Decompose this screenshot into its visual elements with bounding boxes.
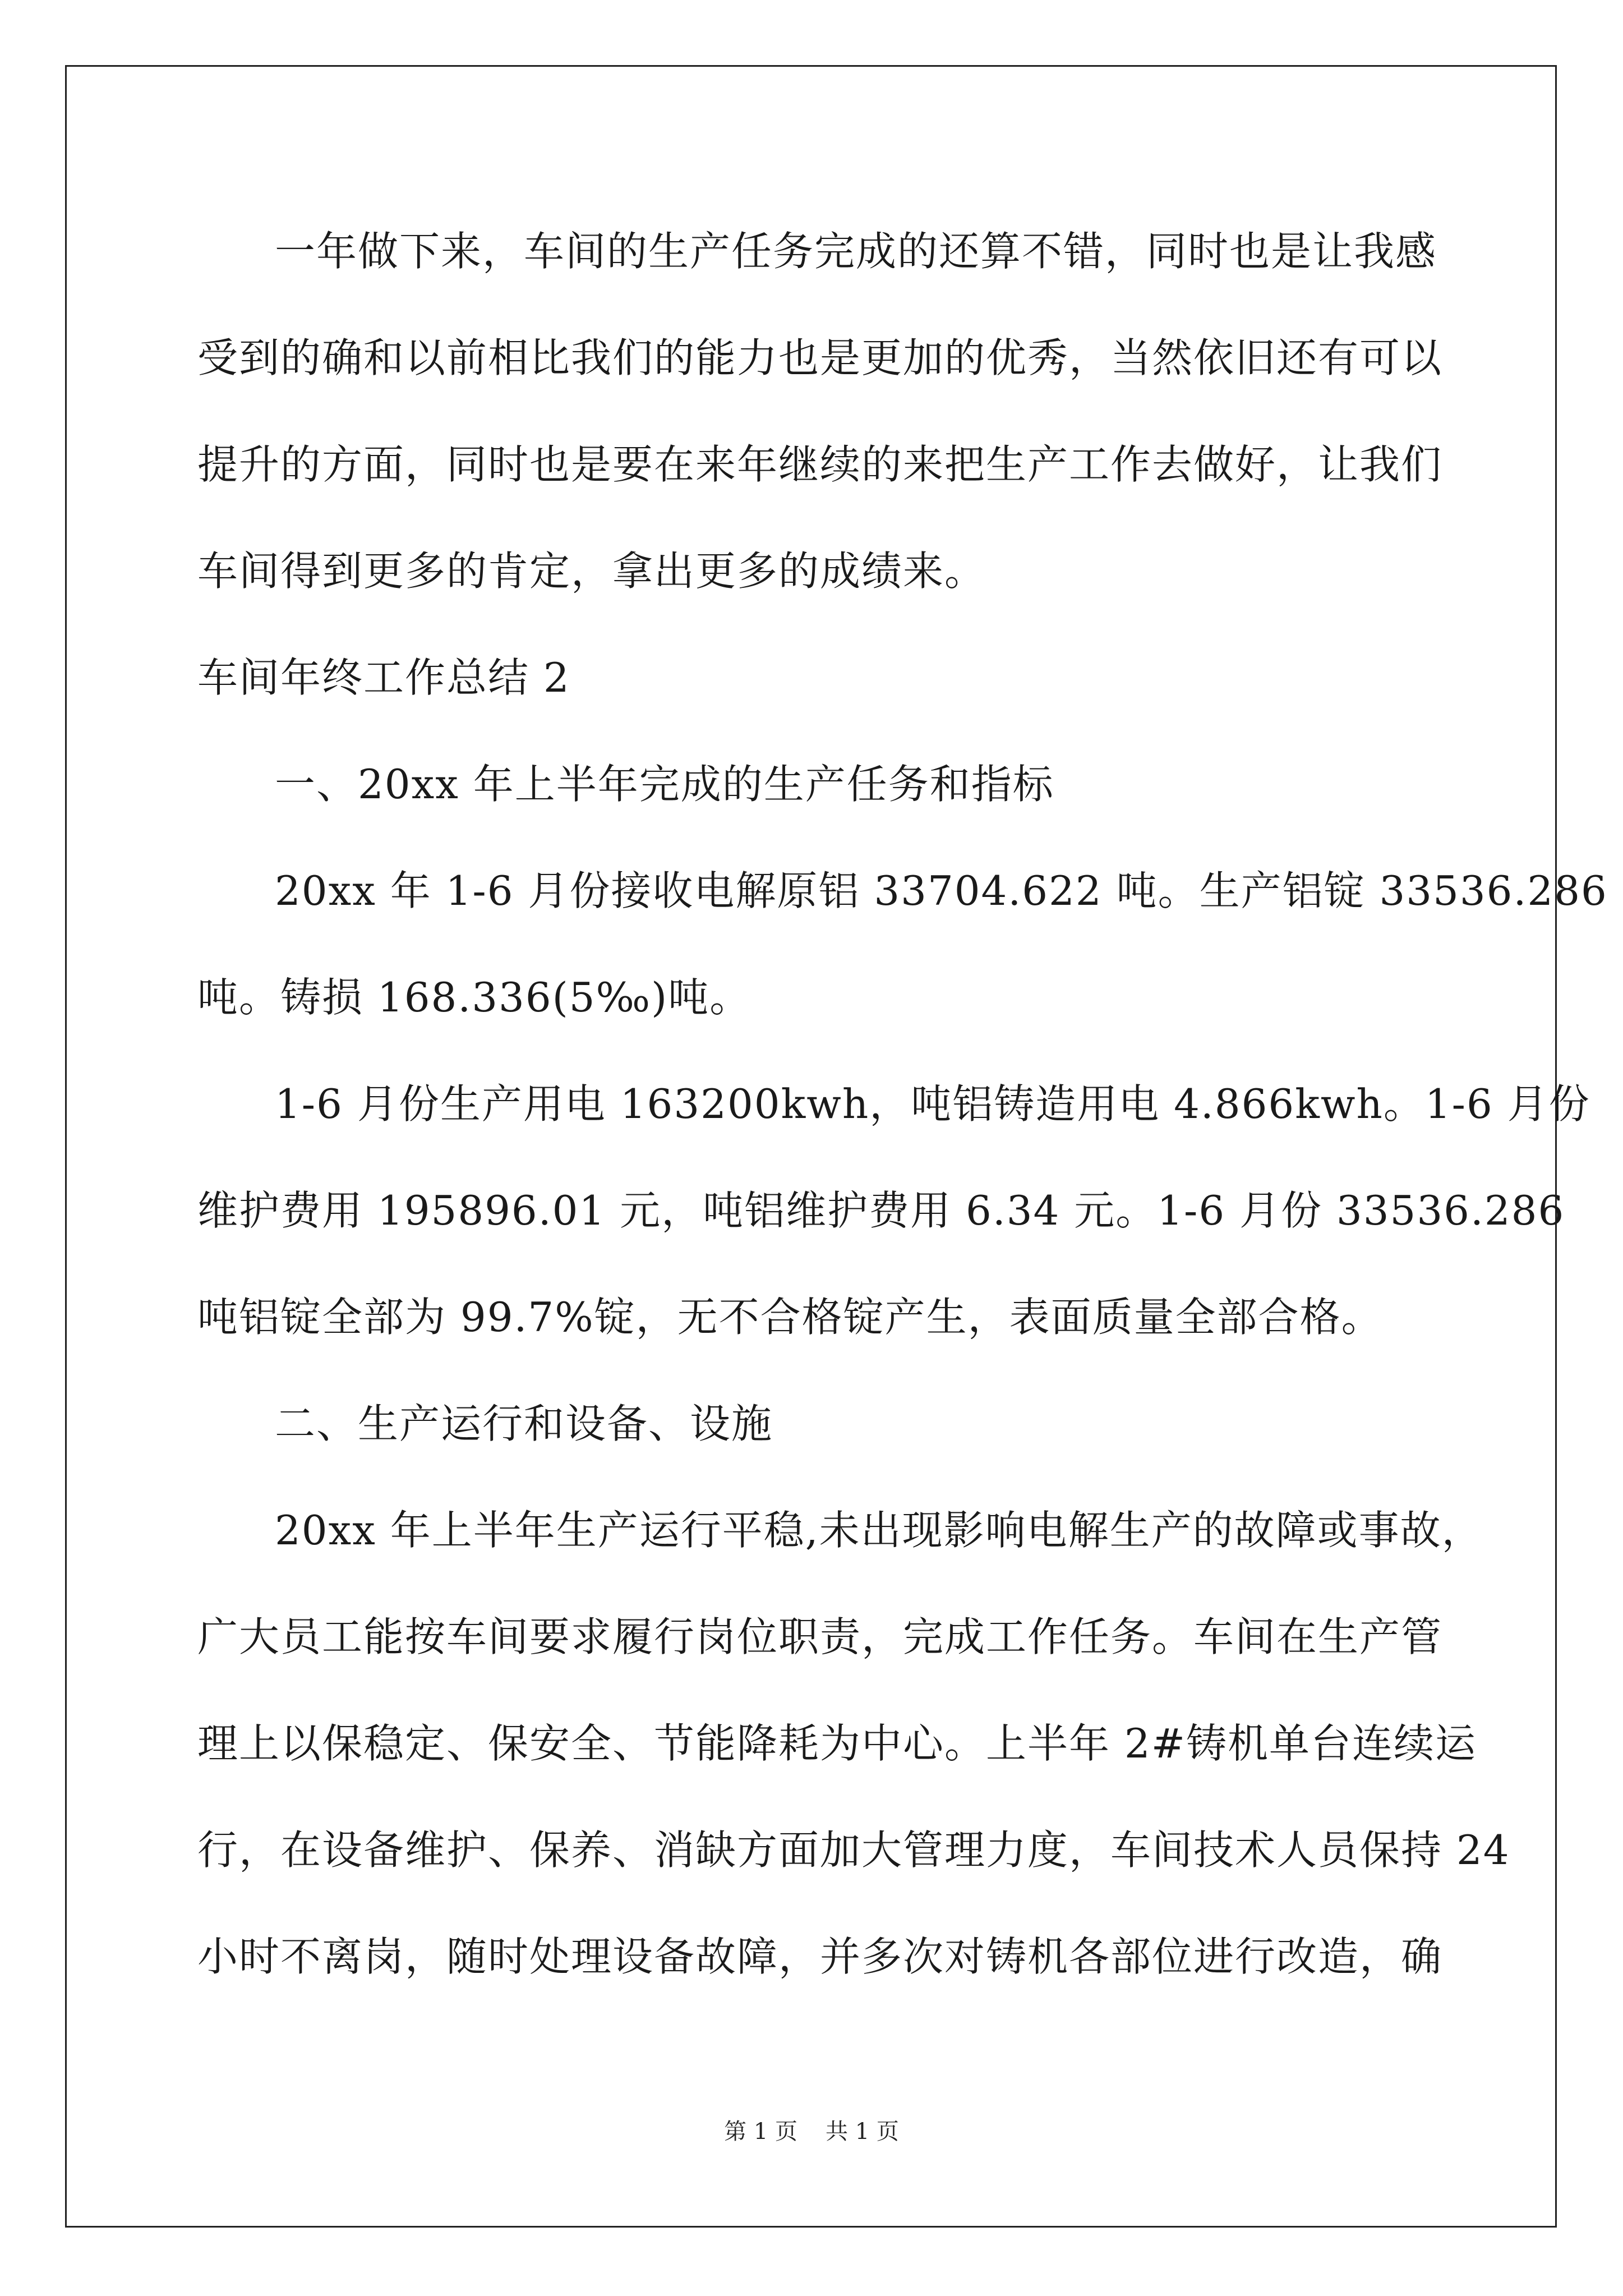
paragraph-line: 吨铝锭全部为 99.7%锭，无不合格锭产生，表面质量全部合格。 bbox=[197, 1294, 1383, 1341]
paragraph-line: 吨。铸损 168.336(5‰)吨。 bbox=[197, 974, 751, 1021]
paragraph-line: 受到的确和以前相比我们的能力也是更加的优秀，当然依旧还有可以 bbox=[197, 334, 1443, 381]
paragraph-line: 广大员工能按车间要求履行岗位职责，完成工作任务。车间在生产管 bbox=[197, 1613, 1443, 1660]
page-footer bbox=[0, 2118, 1623, 2146]
paragraph-line: 一年做下来，车间的生产任务完成的还算不错，同时也是让我感 bbox=[275, 228, 1437, 275]
paragraph-line: 小时不离岗，随时处理设备故障，并多次对铸机各部位进行改造，确 bbox=[197, 1933, 1443, 1980]
section-heading: 二、生产运行和设备、设施 bbox=[275, 1400, 773, 1447]
paragraph-line: 提升的方面，同时也是要在来年继续的来把生产工作去做好，让我们 bbox=[197, 441, 1443, 488]
paragraph-line: 维护费用 195896.01 元，吨铝维护费用 6.34 元。1-6 月份 33536.286 bbox=[197, 1187, 1565, 1234]
page-total: 共 1 页 bbox=[826, 2119, 899, 2145]
section-title: 车间年终工作总结 2 bbox=[197, 654, 570, 701]
paragraph-line: 车间得到更多的肯定，拿出更多的成绩来。 bbox=[197, 547, 986, 595]
page-number: 第 1 页 bbox=[724, 2119, 797, 2145]
paragraph-line: 理上以保稳定、保安全、节能降耗为中心。上半年 2#铸机单台连续运 bbox=[197, 1720, 1477, 1767]
paragraph-line: 20xx 年 1-6 月份接收电解原铝 33704.622 吨。生产铝锭 33536.286 bbox=[275, 867, 1608, 914]
section-heading: 一、20xx 年上半年完成的生产任务和指标 bbox=[275, 761, 1054, 808]
paragraph-line: 行，在设备维护、保养、消缺方面加大管理力度，车间技术人员保持 24 bbox=[197, 1826, 1510, 1874]
paragraph-line: 1-6 月份生产用电 163200kwh，吨铝铸造用电 4.866kwh。1-6 月份 bbox=[275, 1080, 1590, 1128]
page-border bbox=[65, 65, 1608, 2228]
paragraph-line: 20xx 年上半年生产运行平稳,未出现影响电解生产的故障或事故， bbox=[275, 1507, 1483, 1554]
